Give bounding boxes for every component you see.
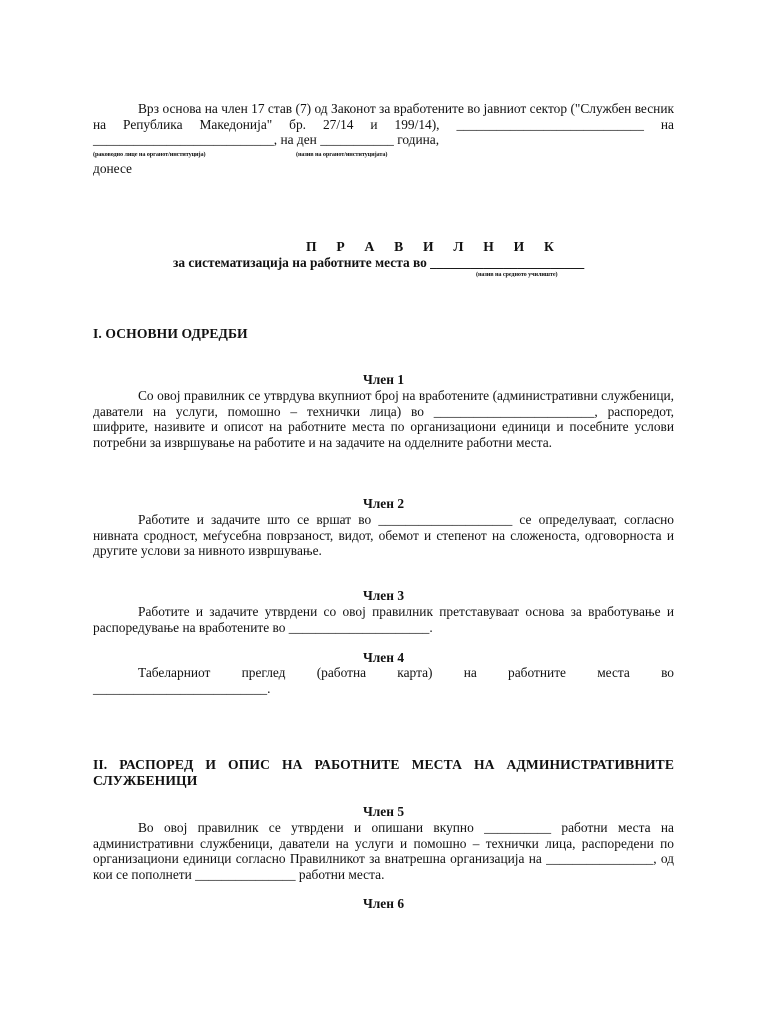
intro-donese: донесе	[93, 161, 133, 176]
document-subtitle: за систематизација на работните места во _______________________	[173, 255, 585, 270]
document-title: П Р А В И Л Н И К	[306, 239, 563, 254]
intro-paragraph: Врз основа на член 17 став (7) од Законот за вработените во јавниот сектор ("Службен весник на Република Македонија" бр. 27/14 и 199/14), ____________________________ на ___________________________, на ден ___________ година,	[93, 101, 674, 147]
clen-4-line-2: __________________________.	[93, 681, 271, 696]
section-heading-2: II. РАСПОРЕД И ОПИС НА РАБОТНИТЕ МЕСТА НА АДМИНИСТРАТИВНИТЕ СЛУЖБЕНИЦИ	[93, 757, 674, 788]
clen-4-title: Член 4	[362, 650, 405, 665]
clen-2-text: Работите и задачите што се вршат во ____________________ се определуваат, согласно нивната сродност, меѓусебна поврзаност, видот, обемот и степенот на сложеноста, одговорноста и другите услови за нивното извршување.	[93, 512, 674, 558]
clen-3-title: Член 3	[362, 588, 405, 603]
intro-note-left: (раководно лице на органот/институција)	[93, 151, 206, 158]
clen-1-text: Со овој правилник се утврдува вкупниот број на вработените (административни службеници, даватели на услуги, помошно – технички лица) во ________________________, распоредот, шифрите, називите и описот на работните места по организациони единици и посебните услови потребни за извршување на работите и на задачите на одделните работни места.	[93, 388, 674, 450]
clen-6-title: Член 6	[362, 896, 405, 911]
subtitle-note: (назив на средното училиште)	[476, 271, 558, 278]
clen-1-title: Член 1	[362, 372, 405, 387]
clen-3-text: Работите и задачите утврдени со овој правилник претставуваат основа за вработување и распоредување на вработените во _____________________.	[93, 604, 674, 635]
section-heading-1: I. ОСНОВНИ ОДРЕДБИ	[93, 326, 248, 341]
clen-4-line-1: Табеларниот преглед (работна карта) на работните места во	[138, 665, 674, 680]
intro-note-right: (назив на органот/институцијата)	[296, 151, 388, 158]
clen-5-title: Член 5	[362, 804, 405, 819]
clen-2-title: Член 2	[362, 496, 405, 511]
clen-5-text: Во овој правилник се утврдени и опишани вкупно __________ работни места на административни службеници, даватели на услуги и помошно – технички лица, распоредени по организациони единици согласно Правилникот за внатрешна организација на ________________, од кои се пополнети _______________ работни места.	[93, 820, 674, 882]
